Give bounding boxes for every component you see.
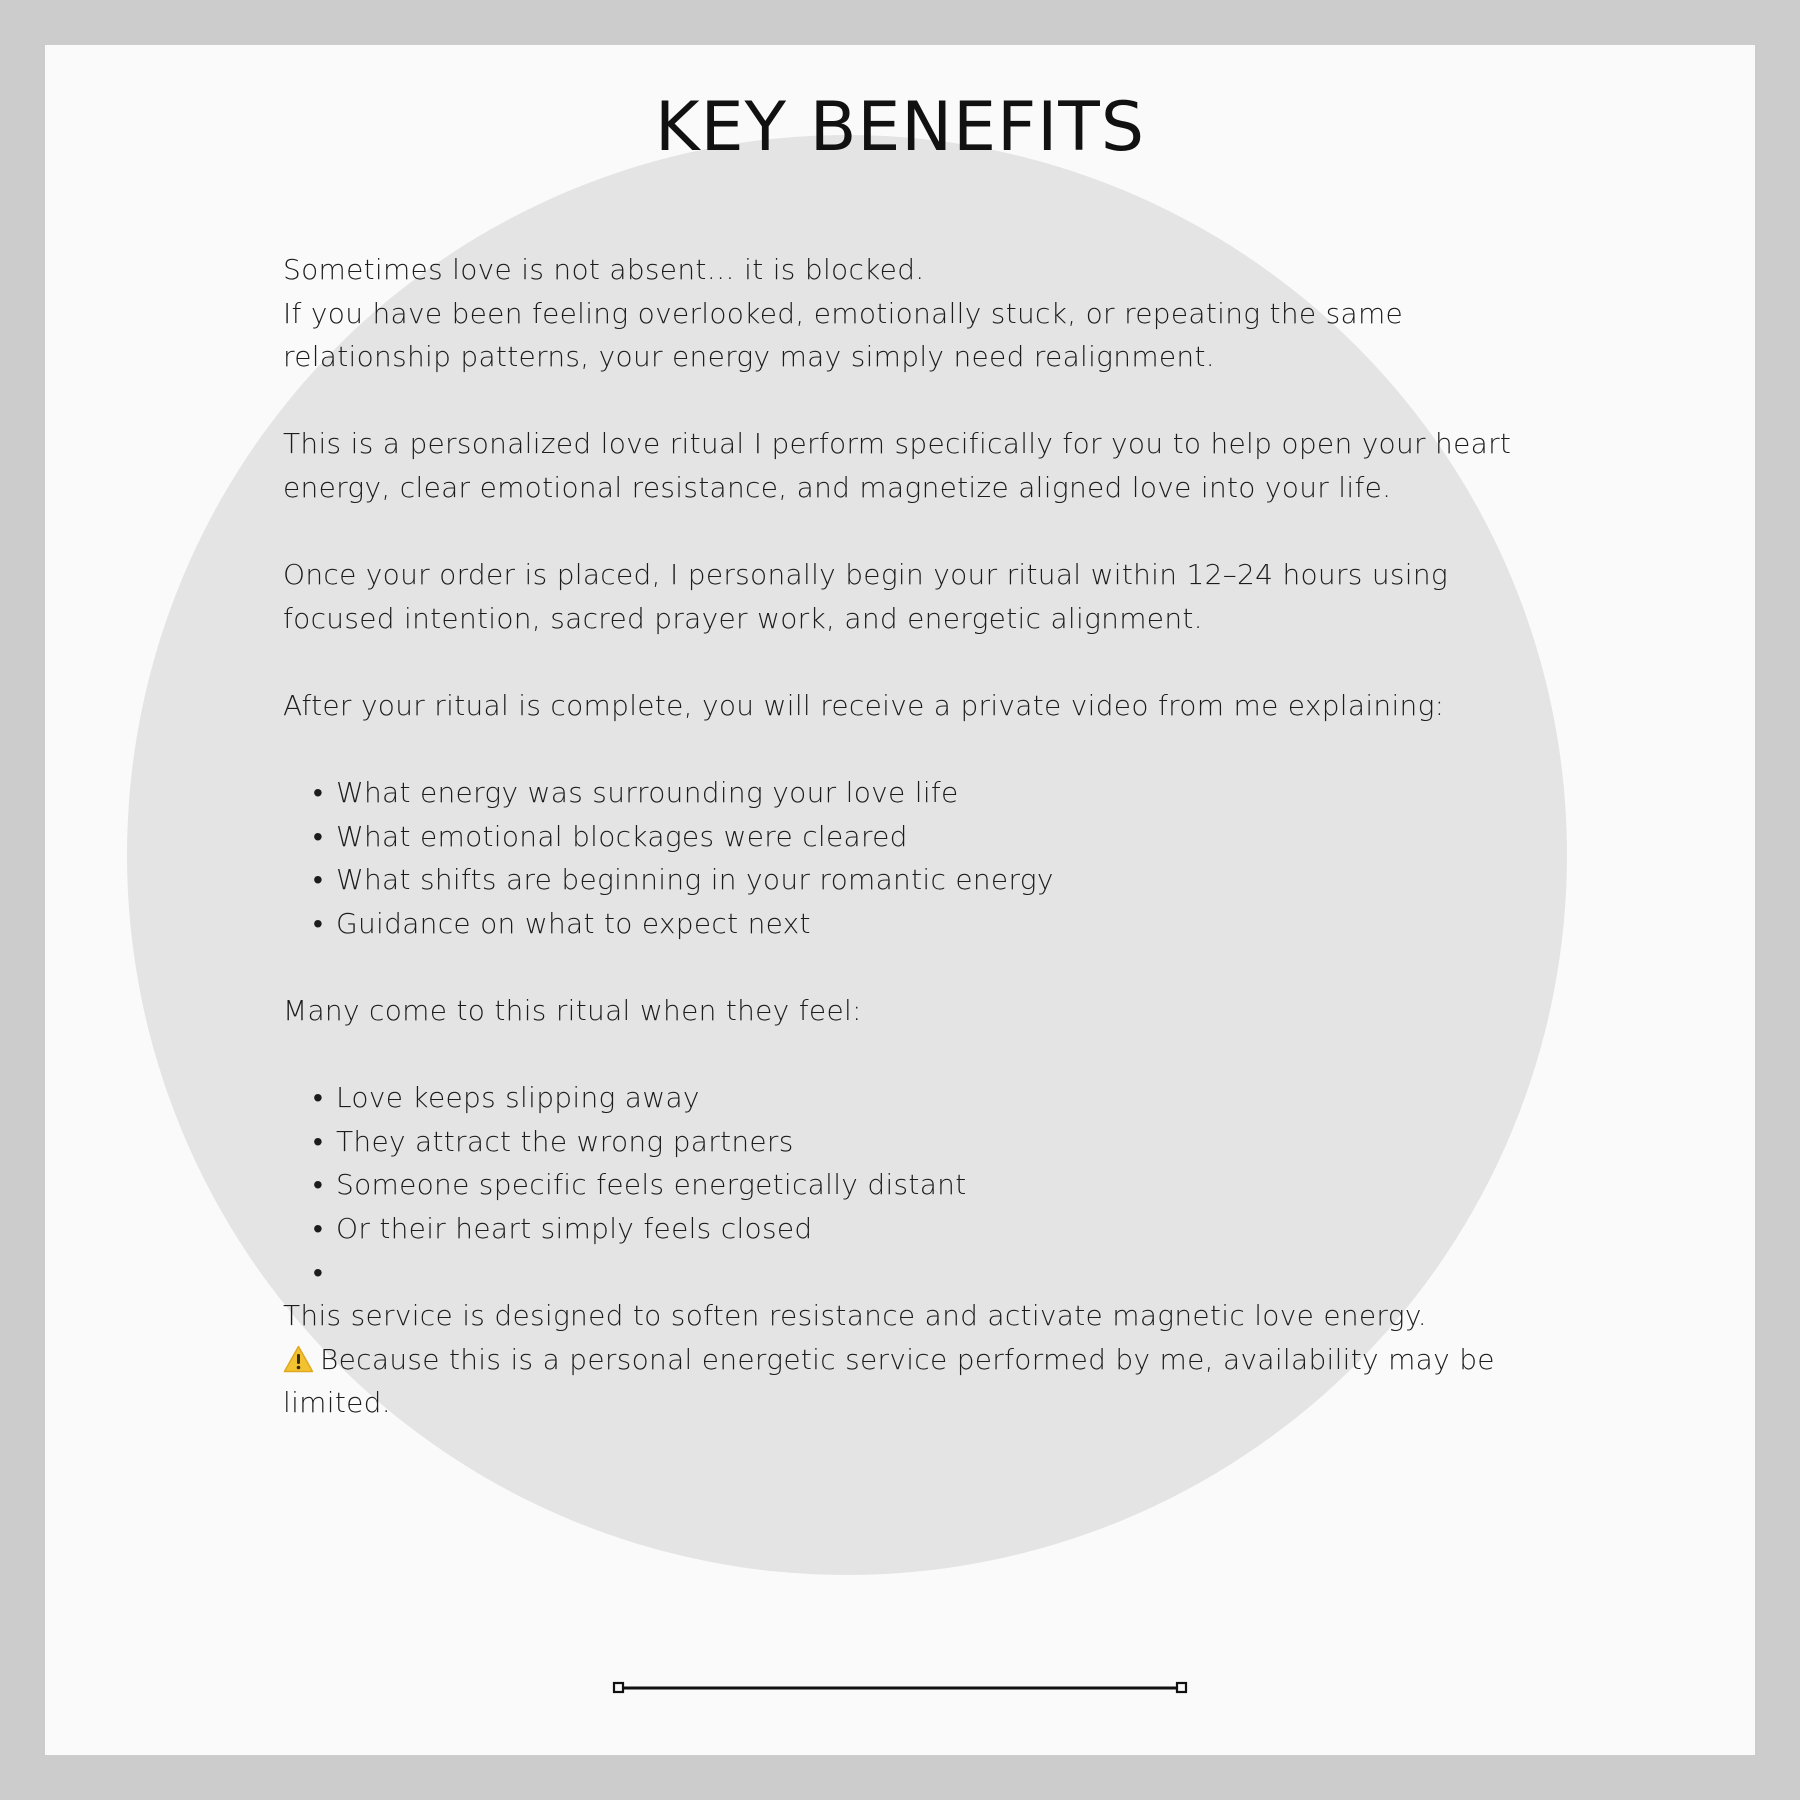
list-item-text: What shifts are beginning in your romantic energy — [336, 863, 1054, 897]
spacer — [283, 946, 1543, 990]
feel-paragraph: Many come to this ritual when they feel: — [283, 994, 862, 1028]
bullet-icon: • — [313, 819, 324, 853]
warning-paragraph — [283, 1338, 1543, 1425]
spacer — [283, 640, 1543, 684]
list-item-text: What emotional blockages were cleared — [336, 819, 908, 853]
warning-text: Because this is a personal energetic service performed by me, availability may be limited. — [283, 1342, 1495, 1420]
list-item-text: Guidance on what to expect next — [336, 906, 811, 940]
spacer — [283, 510, 1543, 554]
bullet-icon: • — [313, 863, 324, 897]
list-item — [283, 1163, 1543, 1207]
ritual-paragraph: This is a personalized love ritual I perform specifically for you to help open your heart energy, clear emotional resistance, and magnetize aligned love into your life. — [283, 427, 1512, 504]
list-item-text: Love keeps slipping away — [336, 1081, 700, 1115]
list-item-text: Or their heart simply feels closed — [336, 1212, 813, 1246]
feel-points-list — [283, 1076, 1543, 1294]
list-item — [283, 815, 1543, 859]
warning-icon — [283, 1345, 314, 1373]
list-item — [283, 1076, 1543, 1120]
list-item — [283, 771, 1543, 815]
spacer — [283, 379, 1543, 423]
list-item-text: What energy was surrounding your love life — [336, 776, 959, 810]
list-item — [283, 858, 1543, 902]
spacer — [283, 1033, 1543, 1077]
spacer — [283, 728, 1543, 772]
list-item — [283, 902, 1543, 946]
list-item — [283, 1251, 1543, 1295]
divider-line — [612, 1681, 1188, 1695]
bullet-icon: • — [313, 1081, 324, 1115]
bullet-icon: • — [313, 906, 324, 940]
bullet-icon: • — [313, 1168, 324, 1202]
order-paragraph: Once your order is placed, I personally begin your ritual within 12–24 hours using focused intention, sacred prayer work, and energetic alignment. — [283, 558, 1449, 635]
closing-paragraph: This service is designed to soften resistance and activate magnetic love energy. — [283, 1299, 1427, 1333]
video-paragraph: After your ritual is complete, you will receive a private video from me explaining: — [283, 688, 1445, 722]
list-item-text: Someone specific feels energetically distant — [336, 1168, 967, 1202]
list-item-text: They attract the wrong partners — [336, 1124, 794, 1158]
bullet-icon: • — [313, 776, 324, 810]
video-points-list — [283, 771, 1543, 945]
list-item — [283, 1120, 1543, 1164]
intro-line-1: Sometimes love is not absent… it is blocked. — [283, 253, 925, 286]
page-title: KEY BENEFITS — [654, 88, 1146, 167]
bullet-icon: • — [313, 1212, 324, 1246]
bullet-icon: • — [313, 1255, 324, 1289]
benefits-content — [283, 248, 1543, 1425]
intro-line-2: If you have been feeling overlooked, emotionally stuck, or repeating the same relationship patterns, your energy may simply need realignment. — [283, 296, 1404, 374]
bullet-icon: • — [313, 1124, 324, 1158]
list-item — [283, 1207, 1543, 1251]
